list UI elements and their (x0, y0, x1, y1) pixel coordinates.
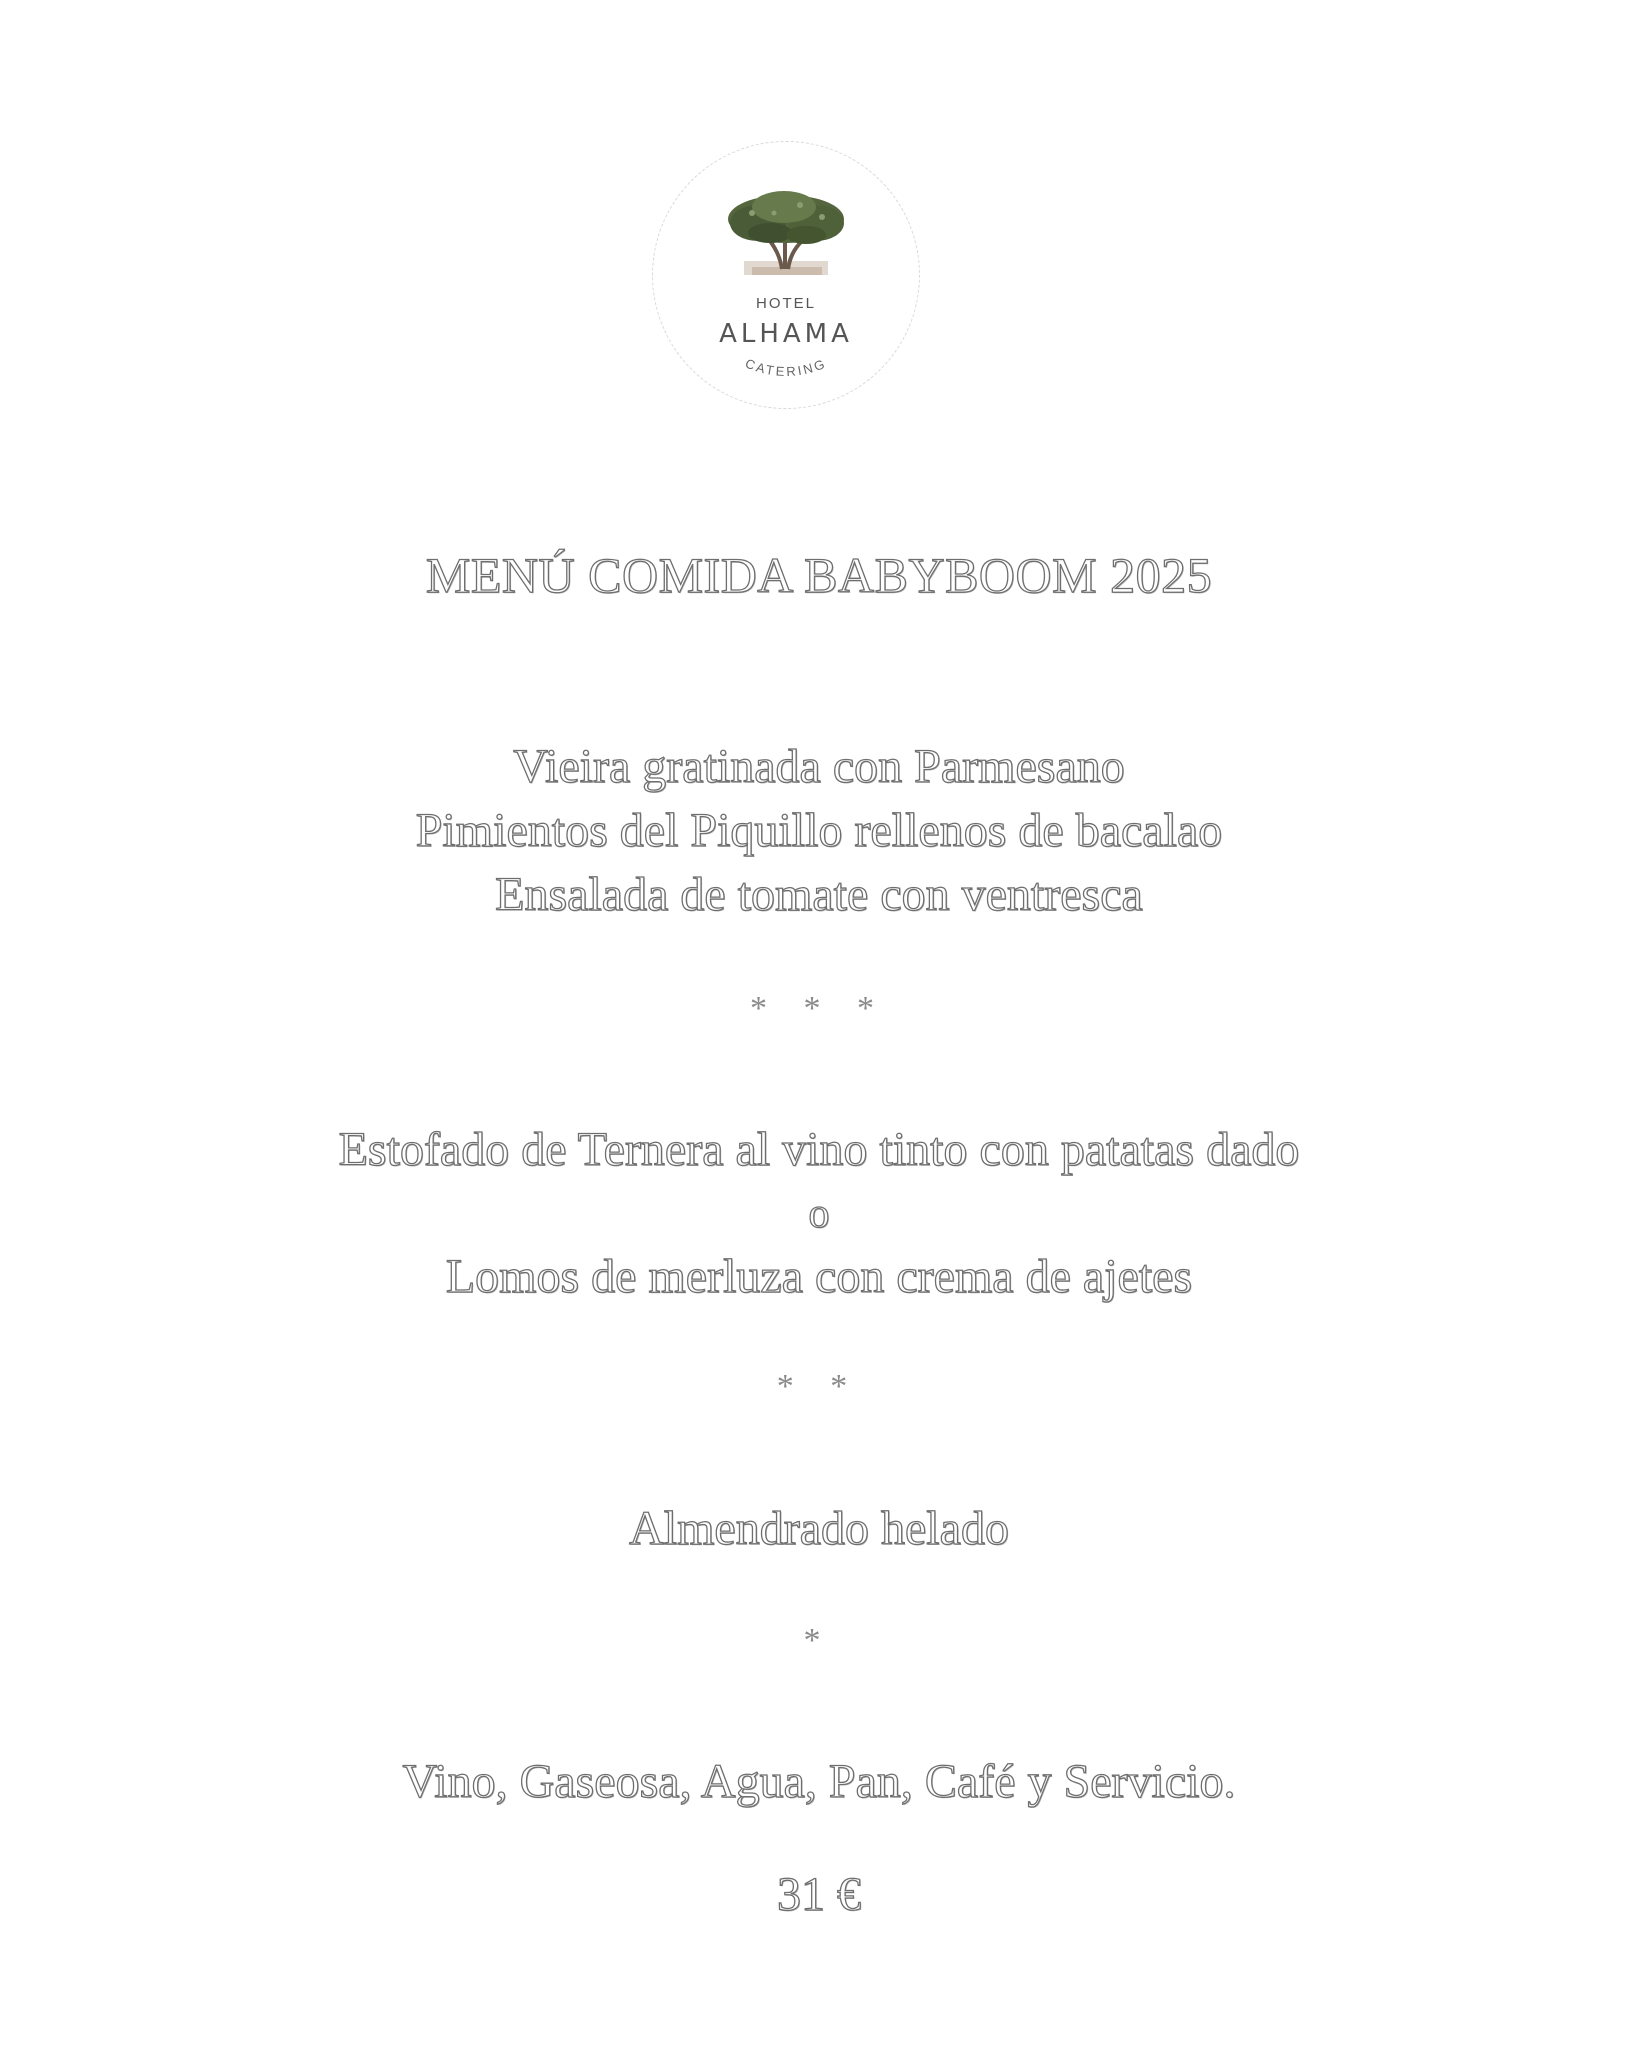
logo-name-text: ALHAMA (719, 319, 853, 349)
menu-title: MENÚ COMIDA BABYBOOM 2025 (425, 547, 1213, 603)
separator: * (803, 1622, 835, 1659)
dessert-item: Almendrado helado (629, 1502, 1009, 1555)
starter-item: Pimientos del Piquillo rellenos de bacalao (415, 804, 1223, 857)
starter-item: Vieira gratinada con Parmesano (513, 740, 1125, 793)
logo-catering-text: CATERING (743, 355, 829, 380)
logo-hotel-text: HOTEL (755, 295, 816, 312)
main-option: Lomos de merluza con crema de ajetes (445, 1250, 1193, 1303)
svg-text:CATERING (743, 356, 829, 380)
hotel-logo (652, 141, 920, 409)
price: 31 € (777, 1868, 861, 1921)
separator: * * (776, 1368, 862, 1405)
includes-line: Vino, Gaseosa, Agua, Pan, Café y Servicio. (402, 1755, 1236, 1808)
starter-item: Ensalada de tomate con ventresca (495, 868, 1143, 921)
main-or: o (808, 1191, 830, 1237)
separator: * * * (750, 990, 888, 1027)
main-option: Estofado de Ternera al vino tinto con patatas dado (338, 1123, 1300, 1176)
logo-catering-arc (652, 141, 920, 409)
